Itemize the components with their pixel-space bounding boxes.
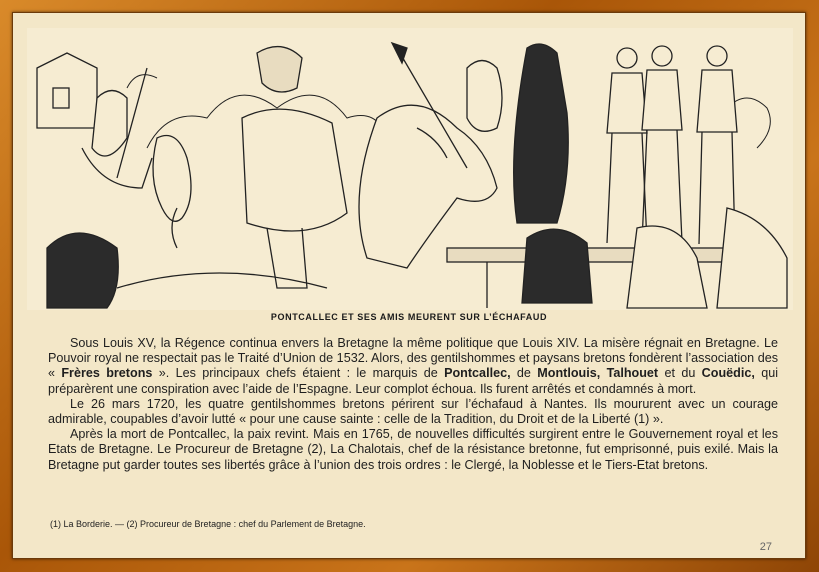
text-run: de: [510, 366, 538, 381]
bold-term: Frères bretons: [61, 366, 153, 381]
text-run: qui préparèrent une conspiration avec l’aide de l’Espagne. Leur complot échoua. Ils furent arrêtés et condamnés à mort.: [48, 366, 779, 396]
history-text: [48, 336, 778, 473]
bold-term: Pontcallec,: [444, 366, 511, 381]
footnote: (1) La Borderie. — (2) Procureur de Bretagne : chef du Parlement de Bretagne.: [50, 519, 366, 529]
illustration-caption: PONTCALLEC ET SES AMIS MEURENT SUR L’ÉCHAFAUD: [270, 312, 548, 322]
bold-term: Montlouis, Talhouet: [537, 366, 659, 381]
bold-term: Couëdic,: [701, 366, 755, 381]
paragraph: [48, 427, 778, 473]
text-run: Le 26 mars 1720, les quatre gentilshommes bretons périrent sur l’échafaud à Nantes. Ils moururent avec un courage admirable, coupables d’avoir lutté « pour une cause sainte : celle de la Tradition, du Droit et de la Liberté (1) ».: [48, 396, 778, 427]
execution-illustration: [27, 28, 793, 310]
text-run: ». Les principaux chefs étaient : le marquis de: [152, 366, 445, 381]
text-run: Après la mort de Pontcallec, la paix revint. Mais en 1765, de nouvelles difficultés surgirent entre le Gouvernement royal et les Etats de Bretagne. Le Procureur de Bretagne (2), La Chalotais, chef de la résistance bretonne, fut emprisonné, puis exilé. Mais la Bretagne put garder toutes ses libertés grâce à l’union des trois ordres : le Clergé, la Noblesse et le Tiers-Etat bretons.: [48, 427, 778, 472]
page-number: 27: [759, 541, 772, 553]
text-run: Sous Louis XV, la Régence continua envers la Bretagne la même politique que Louis XIV. La misère régnait en Bretagne. Le Pouvoir royal ne respectait pas le Traité d’Union de 1532. Alors, des gentilshommes et paysans bretons fondèrent l’association des «: [48, 336, 778, 381]
text-run: et du: [658, 366, 702, 381]
book-page: [12, 12, 806, 559]
paragraph: [48, 336, 778, 397]
paragraph: [48, 397, 778, 427]
